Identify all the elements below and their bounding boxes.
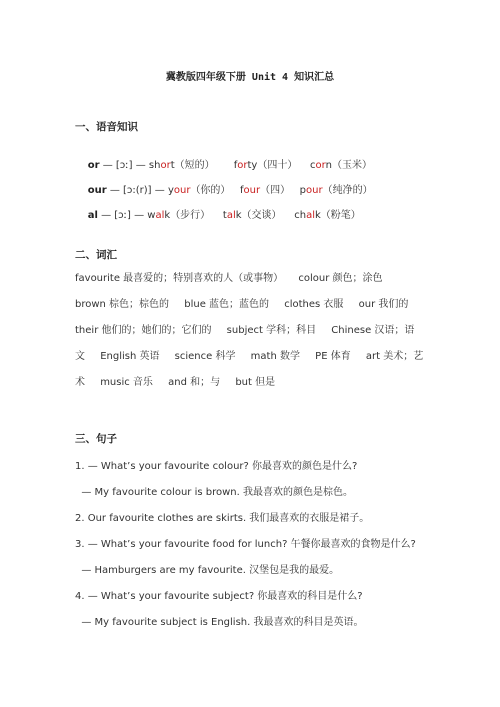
phonics-key: al	[87, 210, 98, 221]
vocab-item: math 数学	[250, 351, 300, 362]
vocab-item: science 科学	[174, 351, 236, 362]
phonics-key: or	[87, 160, 100, 171]
sentence-line: 4. — What’s your favourite subject? 你最喜欢的科目是什么?	[75, 591, 363, 602]
vocab-item: our 我们的	[358, 299, 409, 310]
phonics-word: short（短的）	[148, 160, 215, 171]
phonics-row	[75, 195, 361, 232]
vocab-item: PE 体育	[315, 351, 351, 362]
sentence-line: — My favourite colour is brown. 我最喜欢的颜色是棕色。	[75, 487, 353, 498]
vocab-item: art 美术；艺术	[75, 351, 424, 388]
vocab-item: and 和；与	[168, 377, 221, 388]
page-title: 冀教版四年级下册 Unit 4 知识汇总	[165, 72, 335, 83]
vocab-item: Chinese 汉语；语文	[75, 325, 415, 362]
phonics-symbol: — [ɔː] —	[97, 210, 148, 221]
vocab-list	[75, 266, 427, 396]
phonics-symbol: — [ɔː] —	[99, 160, 149, 171]
sentence-line: 1. — What’s your favourite colour? 你最喜欢的颜色是什么?	[75, 461, 358, 472]
phonics-word: forty（四十）	[233, 160, 298, 171]
sentence-line: — My favourite subject is English. 我最喜欢的科目是英语。	[75, 617, 364, 628]
phonics-word: chalk（粉笔）	[294, 210, 361, 221]
vocab-item: music 音乐	[100, 377, 153, 388]
vocab-item: subject 学科；科目	[226, 325, 317, 336]
phonics-word: walk（步行）	[147, 210, 211, 221]
phonics-word: four（四）	[239, 185, 291, 196]
phonics-word: talk（交谈）	[222, 210, 282, 221]
vocab-item: but 但是	[235, 377, 276, 388]
vocab-item: English 英语	[100, 351, 160, 362]
vocab-item: brown 棕色；棕色的	[75, 299, 170, 310]
vocab-item: favourite 最喜爱的；特别喜欢的人（或事物）	[75, 273, 284, 284]
phonics-symbol: — [ɔ:(r)] —	[106, 185, 168, 196]
vocab-item: their 他们的；她们的；它们的	[75, 325, 212, 336]
sentence-line: 2. Our favourite clothes are skirts. 我们最喜欢的衣服是裙子。	[75, 513, 370, 524]
sentence-line: — Hamburgers are my favourite. 汉堡包是我的最爱。	[75, 565, 340, 576]
phonics-word: corn（玉米）	[310, 160, 372, 171]
section-heading-phonics: 一、语音知识	[75, 121, 138, 133]
section-heading-vocab: 二、词汇	[75, 249, 117, 261]
phonics-word: pour（纯净的）	[299, 185, 373, 196]
vocab-item: blue 蓝色；蓝色的	[184, 299, 270, 310]
section-heading-sentences: 三、句子	[75, 433, 117, 445]
phonics-word: your（你的）	[167, 185, 231, 196]
vocab-item: clothes 衣服	[284, 299, 344, 310]
sentence-line: 3. — What’s your favourite food for lunch? 午餐你最喜欢的食物是什么?	[75, 539, 416, 550]
phonics-key: our	[87, 185, 107, 196]
vocab-item: colour 颜色；涂色	[298, 273, 383, 284]
